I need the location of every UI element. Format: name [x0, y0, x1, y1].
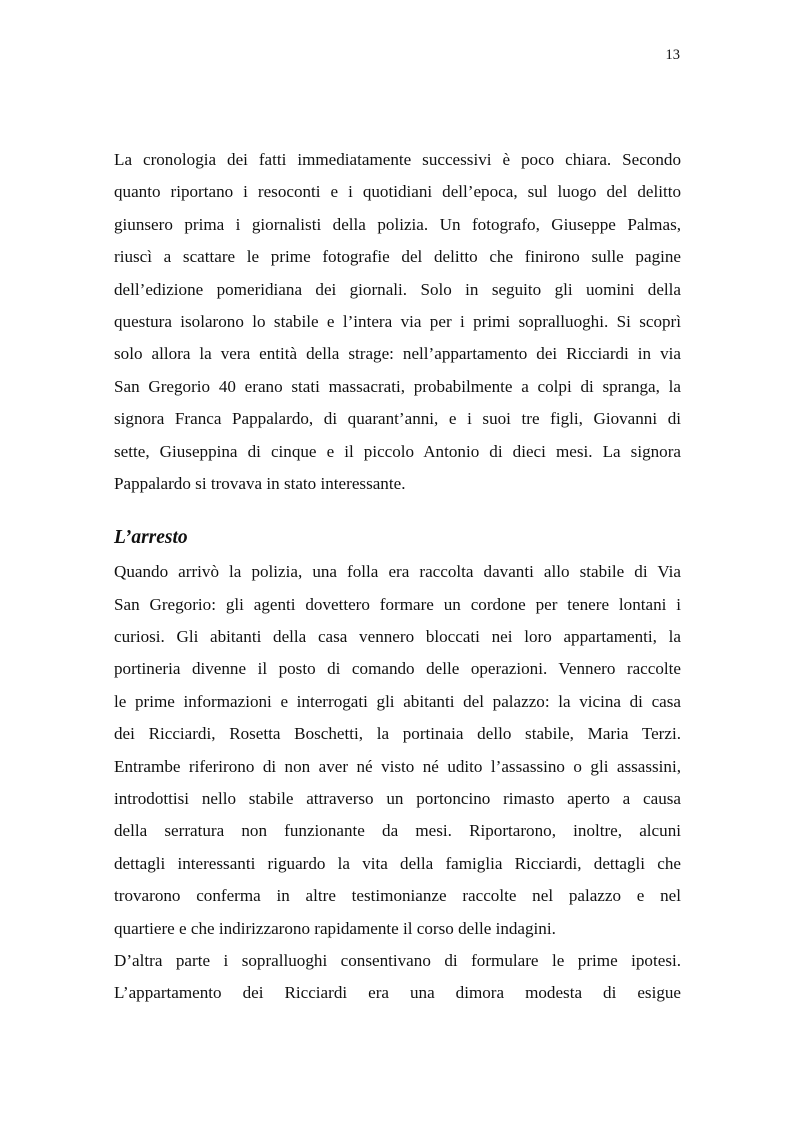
text-line: L’appartamento dei Ricciardi era una dimora modesta di esigue: [114, 983, 681, 1003]
text-line: le prime informazioni e interrogati gli abitanti del palazzo: la vicina di casa: [114, 691, 681, 711]
text-line: D’altra parte i sopralluoghi consentivano di formulare le prime ipotesi.: [114, 950, 681, 970]
text-line: Quando arrivò la polizia, una folla era raccolta davanti allo stabile di Via: [114, 562, 681, 582]
text-line: curiosi. Gli abitanti della casa vennero bloccati nei loro appartamenti, la: [114, 627, 681, 647]
text-line: San Gregorio 40 erano stati massacrati, probabilmente a colpi di spranga, la: [114, 376, 681, 396]
text-line: introdottisi nello stabile attraverso un portoncino rimasto aperto a causa: [114, 789, 681, 809]
text-line: signora Franca Pappalardo, di quarant’anni, e i suoi tre figli, Giovanni di: [114, 409, 681, 429]
text-line: dell’edizione pomeridiana dei giornali. Solo in seguito gli uomini della: [114, 279, 681, 299]
document-body: [114, 144, 681, 1010]
text-line: San Gregorio: gli agenti dovettero formare un cordone per tenere lontani i: [114, 594, 681, 614]
text-line: La cronologia dei fatti immediatamente successivi è poco chiara. Secondo: [114, 150, 681, 169]
text-line: giunsero prima i giornalisti della polizia. Un fotografo, Giuseppe Palmas,: [114, 214, 681, 234]
paragraph-inspection: [114, 945, 681, 1010]
section-heading: L’arresto: [114, 527, 188, 549]
paragraph-chronology: [114, 144, 681, 500]
text-line: sette, Giuseppina di cinque e il piccolo Antonio di dieci mesi. La signora: [114, 441, 681, 461]
text-line: Entrambe riferirono di non aver né visto né udito l’assassino o gli assassini,: [114, 756, 681, 776]
text-line: quanto riportano i resoconti e i quotidiani dell’epoca, sul luogo del delitto: [114, 182, 681, 202]
text-line: trovarono conferma in altre testimonianze raccolte nel palazzo e nel: [114, 886, 681, 906]
text-line: solo allora la vera entità della strage: nell’appartamento dei Ricciardi in via: [114, 344, 681, 364]
text-line: quartiere e che indirizzarono rapidamente il corso delle indagini.: [114, 918, 556, 938]
paragraph-arrest: [114, 556, 681, 945]
text-line: dettagli interessanti riguardo la vita della famiglia Ricciardi, dettagli che: [114, 853, 681, 873]
text-line: Pappalardo si trovava in stato interessante.: [114, 473, 406, 493]
text-line: dei Ricciardi, Rosetta Boschetti, la portinaia dello stabile, Maria Terzi.: [114, 724, 681, 744]
page-number: 13: [665, 47, 680, 63]
text-line: della serratura non funzionante da mesi. Riportarono, inoltre, alcuni: [114, 821, 681, 841]
text-line: questura isolarono lo stabile e l’intera via per i primi sopralluoghi. Si scoprì: [114, 311, 681, 331]
text-line: portineria divenne il posto di comando delle operazioni. Vennero raccolte: [114, 659, 681, 679]
text-line: riuscì a scattare le prime fotografie del delitto che finirono sulle pagine: [114, 247, 681, 267]
